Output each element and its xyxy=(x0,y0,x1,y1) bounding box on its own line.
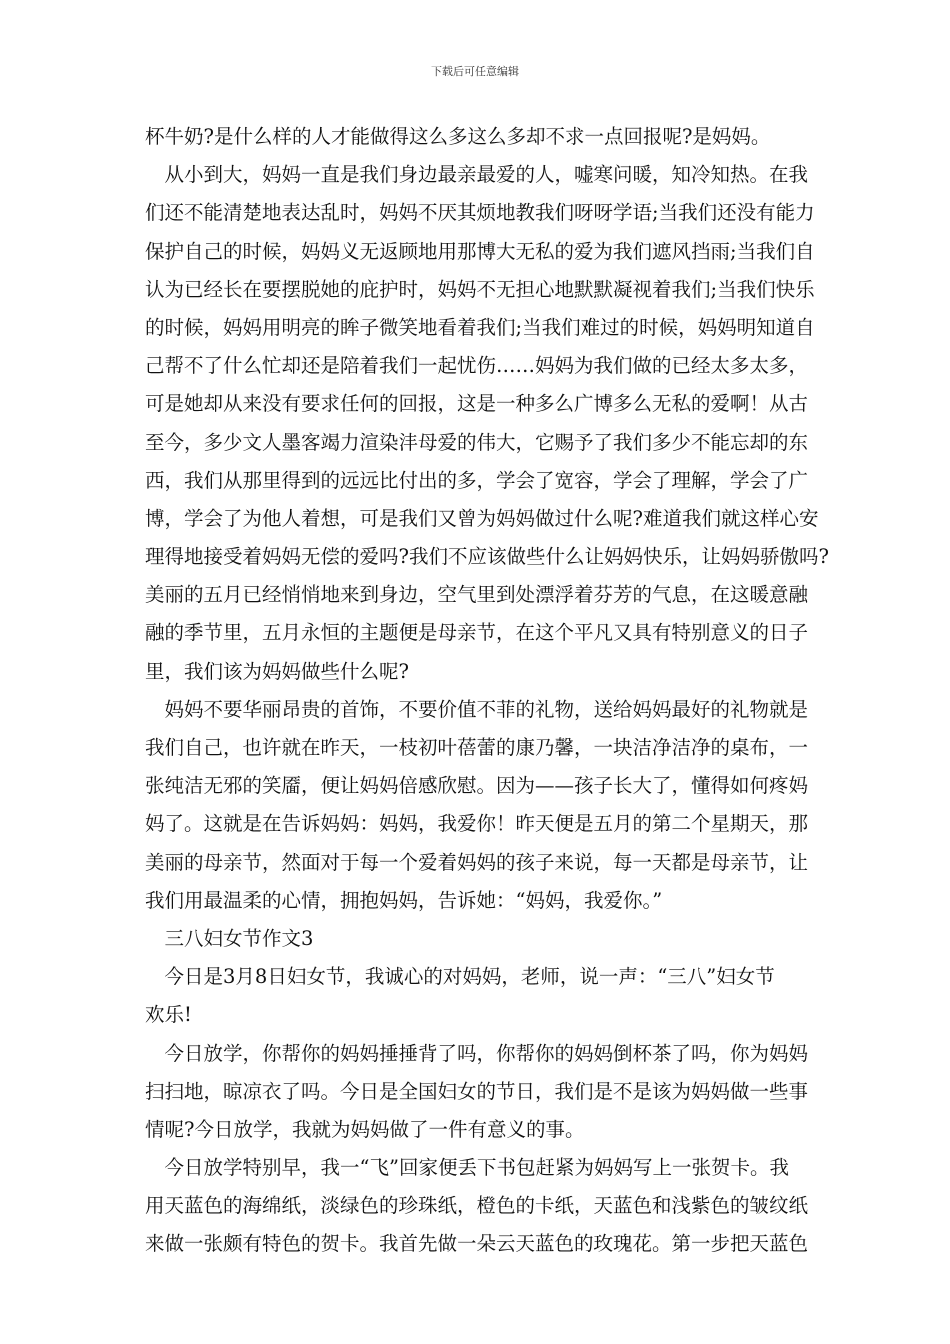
text-line: 理得地接受着妈妈无偿的爱吗?我们不应该做些什么让妈妈快乐，让妈妈骄傲吗? xyxy=(145,545,829,569)
page-header: 下载后可任意编辑 xyxy=(431,65,519,78)
document-body xyxy=(145,118,829,1264)
text-line: 博，学会了为他人着想，可是我们又曾为妈妈做过什么呢?难道我们就这样心安 xyxy=(145,506,819,530)
text-line: 的时候，妈妈用明亮的眸子微笑地看着我们;当我们难过的时候，妈妈明知道自 xyxy=(145,315,815,339)
text-line: 己帮不了什么忙却还是陪着我们一起忧伤……妈妈为我们做的已经太多太多， xyxy=(145,354,809,378)
text-line: 用天蓝色的海绵纸，淡绿色的珍珠纸，橙色的卡纸，天蓝色和浅紫色的皱纹纸 xyxy=(145,1194,809,1218)
text-line: 我们用最温柔的心情，拥抱妈妈，告诉她：“妈妈，我爱你。” xyxy=(145,888,663,912)
text-line: 融的季节里，五月永恒的主题便是母亲节，在这个平凡又具有特别意义的日子 xyxy=(145,621,809,645)
text-line: 扫扫地，晾凉衣了吗。今日是全国妇女的节日，我们是不是该为妈妈做一些事 xyxy=(145,1079,809,1103)
text-line: 里，我们该为妈妈做些什么呢? xyxy=(145,659,409,683)
text-line: 情呢?今日放学，我就为妈妈做了一件有意义的事。 xyxy=(145,1117,585,1141)
text-line: 今日是3月8日妇女节，我诚心的对妈妈，老师，说一声：“三八”妇女节 xyxy=(145,965,775,989)
text-line: 妈了。这就是在告诉妈妈：妈妈，我爱你！昨天便是五月的第二个星期天，那 xyxy=(145,812,809,836)
text-line: 们还不能清楚地表达乱时，妈妈不厌其烦地教我们呀呀学语;当我们还没有能力 xyxy=(145,201,815,225)
text-line: 西，我们从那里得到的远远比付出的多，学会了宽容，学会了理解，学会了广 xyxy=(145,468,809,492)
text-line: 今日放学，你帮你的妈妈捶捶背了吗，你帮你的妈妈倒杯茶了吗，你为妈妈 xyxy=(145,1041,809,1065)
section-heading: 三八妇女节作文3 xyxy=(145,926,314,950)
text-line: 来做一张颇有特色的贺卡。我首先做一朵云天蓝色的玫瑰花。第一步把天蓝色 xyxy=(145,1232,809,1256)
text-line: 美丽的母亲节，然面对于每一个爱着妈妈的孩子来说，每一天都是母亲节，让 xyxy=(145,850,809,874)
text-line: 保护自己的时候，妈妈义无返顾地用那博大无私的爱为我们遮风挡雨;当我们自 xyxy=(145,239,815,263)
text-line: 妈妈不要华丽昂贵的首饰，不要价值不菲的礼物，送给妈妈最好的礼物就是 xyxy=(145,697,809,721)
text-line: 今日放学特别早，我一“飞”回家便丢下书包赶紧为妈妈写上一张贺卡。我 xyxy=(145,1156,789,1180)
text-line: 欢乐! xyxy=(145,1003,192,1027)
text-line: 我们自己，也许就在昨天，一枝初叶蓓蕾的康乃馨，一块洁净洁净的桌布，一 xyxy=(145,736,809,759)
text-line: 美丽的五月已经悄悄地来到身边，空气里到处漂浮着芬芳的气息，在这暖意融 xyxy=(145,583,809,607)
text-line: 张纯洁无邪的笑靥，便让妈妈倍感欣慰。因为——孩子长大了，懂得如何疼妈 xyxy=(145,774,809,798)
text-line: 杯牛奶?是什么样的人才能做得这么多这么多却不求一点回报呢?是妈妈。 xyxy=(145,125,771,148)
text-line: 从小到大，妈妈一直是我们身边最亲最爱的人，嘘寒问暖，知冷知热。在我 xyxy=(145,163,809,187)
text-line: 至今，多少文人墨客竭力渲染沣母爱的伟大，它赐予了我们多少不能忘却的东 xyxy=(145,430,809,454)
text-line: 可是她却从来没有要求任何的回报，这是一种多么广博多么无私的爱啊！从古 xyxy=(145,392,809,416)
text-line: 认为已经长在要摆脱她的庇护时，妈妈不无担心地默默凝视着我们;当我们快乐 xyxy=(145,277,815,301)
